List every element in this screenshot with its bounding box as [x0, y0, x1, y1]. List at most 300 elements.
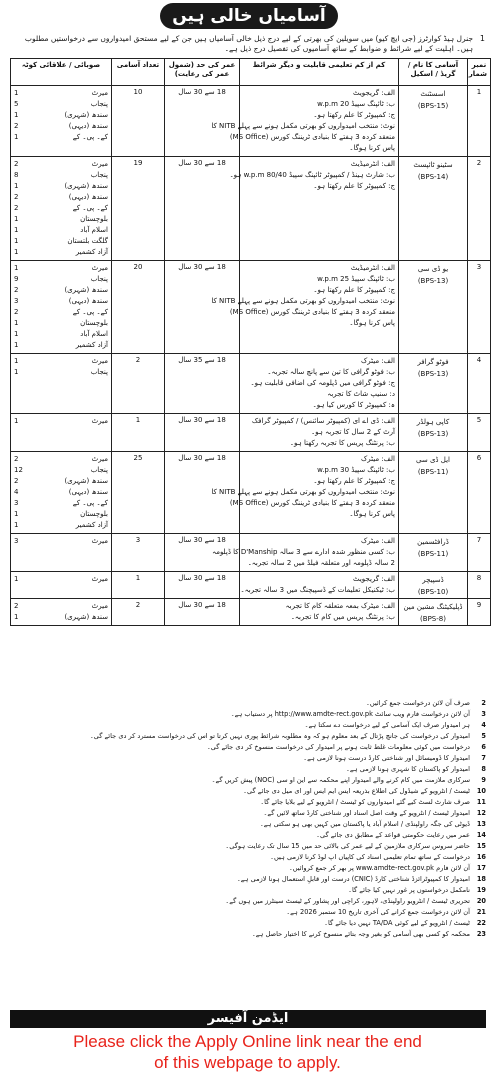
post-grade: (BPS-14) — [417, 173, 449, 181]
term-text: حاضر سروس سرکاری ملازمین کے لیے عمر کی بالائی حد میں 15 سال تک رعایت ہوگی۔ — [225, 842, 470, 850]
cell-quota — [11, 534, 112, 572]
term-item — [10, 907, 486, 918]
term-item — [10, 698, 486, 709]
quota-row — [14, 170, 108, 181]
cell-age: 18 سے 30 سال — [165, 157, 240, 261]
term-number: 13 — [476, 820, 486, 828]
qualification-line: ج: کمپیوٹر کا علم رکھتا ہو۔ — [313, 111, 395, 119]
cell-count: 1 — [112, 572, 165, 599]
cell-post — [399, 572, 468, 599]
post-grade: (BPS-13) — [417, 370, 449, 378]
term-item — [10, 808, 486, 819]
term-text: صرف شارٹ لسٹ کیے گئے امیدواروں کو ٹیسٹ / انٹرویو کے لیے بلایا جائے گا۔ — [260, 798, 470, 806]
term-item — [10, 819, 486, 830]
cell-sno: 8 — [468, 572, 491, 599]
post-name: اسسٹنٹ — [420, 90, 446, 98]
cell-post — [399, 599, 468, 626]
post-grade: (BPS-15) — [417, 102, 449, 110]
admin-signature: ایڈمن آفیسر — [10, 1010, 486, 1028]
qualification-line: الف: گریجویٹ — [352, 575, 395, 583]
quota-number: 2 — [14, 204, 19, 212]
quota-number: 4 — [14, 488, 19, 496]
cell-age: 18 سے 30 سال — [165, 414, 240, 452]
quota-row — [14, 225, 108, 236]
quota-row — [14, 329, 108, 340]
table-row — [11, 261, 491, 354]
quota-row — [14, 203, 108, 214]
term-item — [10, 775, 486, 786]
quota-region: اسلام آباد — [80, 330, 108, 338]
post-name: ڈسپیچر — [422, 576, 444, 584]
term-text: ڈیوٹی کی جگہ راولپنڈی / اسلام آباد یا پاکستان میں کہیں بھی ہو سکتی ہے۔ — [259, 820, 470, 828]
quota-row — [14, 181, 108, 192]
term-number: 11 — [476, 798, 486, 806]
apply-line-1: Please click the Apply Online link near the end — [73, 1032, 422, 1051]
quota-number: 12 — [14, 466, 23, 474]
quota-row — [14, 236, 108, 247]
quota-region: میرٹ — [91, 417, 108, 425]
quota-row — [14, 296, 108, 307]
apply-online-message — [0, 1031, 495, 1073]
qualification-line: ب: ٹیکنیکل تعلیمات کے ڈسپیچنگ میں 3 سالہ تجربہ۔ — [240, 586, 395, 594]
qualification-line: الف: میٹرک — [360, 357, 395, 365]
cell-sno: 1 — [468, 86, 491, 157]
cell-sno: 6 — [468, 452, 491, 534]
qualification-line: الف: انٹرمیڈیٹ — [350, 264, 395, 272]
term-text: تحریری ٹیسٹ / انٹرویو راولپنڈی، لاہور، کراچی اور پشاور کے ٹیسٹ سینٹرز میں ہوں گے۔ — [225, 897, 470, 905]
qualification-line: الف: میٹرک — [360, 455, 395, 463]
quota-number: 2 — [14, 122, 19, 130]
cell-qualification — [212, 534, 399, 572]
quota-number: 3 — [14, 499, 19, 507]
quota-region: سندھ (دیہی) — [68, 122, 108, 130]
quota-number: 1 — [14, 182, 19, 190]
quota-number: 1 — [14, 89, 19, 97]
term-number: 12 — [476, 809, 486, 817]
qualification-line: الف: میٹرک — [360, 537, 395, 545]
qualification-line: نوٹ: منتخب امیدواروں کو بھرتی مکمل ہونے سے پہلے NITB کا — [211, 297, 395, 305]
term-item — [10, 841, 486, 852]
qualification-line: پاس کرنا ہوگا۔ — [349, 144, 395, 152]
cell-quota — [11, 414, 112, 452]
qualification-line: ب: پرنٹنگ پریس کا تجربہ رکھتا ہو۔ — [289, 439, 395, 447]
quota-number: 5 — [14, 100, 19, 108]
post-name: یو ڈی سی — [417, 265, 449, 273]
term-number: 23 — [476, 930, 486, 938]
term-text: امیدوار ٹیسٹ / انٹرویو کے وقت اصل اسناد اور شناختی کارڈ ساتھ لائیں گے۔ — [263, 809, 470, 817]
term-item — [10, 720, 486, 731]
quota-region: سندھ (شہری) — [64, 477, 108, 485]
post-grade: (BPS-13) — [417, 277, 449, 285]
quota-region: گلگت بلتستان — [67, 237, 108, 245]
post-name: کاپی ہولڈر — [416, 418, 450, 426]
qualification-line: منعقد کردہ 3 ہفتے کا بنیادی ٹریننگ کورس (MS Office) — [229, 133, 395, 141]
quota-number: 1 — [14, 226, 19, 234]
qualification-line: الف: میٹرک بمعہ متعلقہ کام کا تجربہ — [285, 602, 395, 610]
quota-region: پنجاب — [90, 171, 108, 179]
table-header-row — [11, 59, 491, 86]
post-grade: (BPS-13) — [417, 430, 449, 438]
post-name: ایل ڈی سی — [416, 456, 450, 464]
quota-number: 2 — [14, 193, 19, 201]
header-age: عمر کی حد (شمول عمر کی رعایت) — [165, 59, 240, 86]
qualification-line: منعقد کردہ 3 ہفتے کا بنیادی ٹریننگ کورس (MS Office) — [229, 499, 395, 507]
cell-sno: 2 — [468, 157, 491, 261]
term-item — [10, 797, 486, 808]
cell-sno: 7 — [468, 534, 491, 572]
cell-sno: 9 — [468, 599, 491, 626]
qualification-line: ب: ٹائپنگ سپیڈ 20 w.p.m — [317, 100, 395, 108]
qualification-line: الف: انٹرمیڈیٹ — [350, 160, 395, 168]
quota-number: 1 — [14, 330, 19, 338]
cell-age: 18 سے 30 سال — [165, 572, 240, 599]
quota-row — [14, 274, 108, 285]
quota-region: میرٹ — [91, 357, 108, 365]
quota-region: بلوچستان — [80, 215, 108, 223]
term-number: 16 — [476, 853, 486, 861]
quota-number: 1 — [14, 368, 19, 376]
post-name: ڈپلیکیٹنگ مشین مین — [403, 603, 463, 611]
term-item — [10, 786, 486, 797]
cell-age: 18 سے 35 سال — [165, 354, 240, 414]
quota-number: 2 — [14, 160, 19, 168]
quota-region: کے۔ پی۔ کے — [72, 308, 108, 316]
qualification-line: ج: کمپیوٹر کا علم رکھتا ہو۔ — [313, 182, 395, 190]
qualification-line: ج: فوٹو گرافی میں ڈپلومہ کی اضافی قابلیت ہو۔ — [250, 379, 395, 387]
quota-number: 2 — [14, 455, 19, 463]
term-text: درخواست میں کوئی معلومات غلط ثابت ہونے پر امیدوار کی درخواست منسوخ کر دی جائے گی۔ — [206, 743, 470, 751]
header-sno: نمبر شمار — [468, 59, 491, 86]
term-number: 2 — [481, 699, 486, 707]
cell-quota — [11, 157, 112, 261]
cell-count: 3 — [112, 534, 165, 572]
cell-quota — [11, 572, 112, 599]
quota-row — [14, 498, 108, 509]
ad-title: آسامیاں خالی ہیں — [160, 3, 338, 29]
term-item — [10, 863, 486, 874]
qualification-line: نوٹ: منتخب امیدواروں کو بھرتی مکمل ہونے سے پہلے NITB کا — [211, 488, 395, 496]
qualification-line: ب: ٹائپنگ سپیڈ 25 w.p.m — [317, 275, 395, 283]
quota-region: میرٹ — [91, 264, 108, 272]
term-number: 3 — [481, 710, 486, 718]
qualification-line: الف: ڈی اے ای (کمپیوٹر سائنس) / کمپیوٹر گرافک — [251, 417, 395, 425]
term-number: 8 — [481, 765, 486, 773]
cell-qualification — [240, 572, 399, 599]
quota-region: میرٹ — [91, 160, 108, 168]
quota-row — [14, 574, 108, 585]
quota-row — [14, 454, 108, 465]
quota-number: 1 — [14, 575, 19, 583]
quota-row — [14, 476, 108, 487]
cell-qualification — [240, 414, 399, 452]
apply-line-2: of this webpage to apply. — [154, 1053, 341, 1072]
quota-region: سندھ (دیہی) — [68, 193, 108, 201]
quota-number: 1 — [14, 264, 19, 272]
term-item — [10, 874, 486, 885]
qualification-line: منعقد کردہ 3 ہفتے کا بنیادی ٹریننگ کورس (MS Office) — [229, 308, 395, 316]
quota-region: پنجاب — [90, 368, 108, 376]
quota-row — [14, 367, 108, 378]
term-number: 21 — [476, 908, 486, 916]
cell-post — [399, 261, 468, 354]
header-count: تعداد آسامی — [112, 59, 165, 86]
quota-region: سندھ (دیہی) — [68, 297, 108, 305]
term-text: ٹیسٹ / انٹرویو کے شیڈول کی اطلاع بذریعہ ایس ایم ایس اور ای میل دی جائے گی۔ — [243, 787, 470, 795]
table-row — [11, 354, 491, 414]
quota-number: 8 — [14, 171, 19, 179]
quota-region: کے۔ پی۔ کے — [72, 499, 108, 507]
table-row — [11, 572, 491, 599]
quota-region: میرٹ — [91, 602, 108, 610]
quota-row — [14, 520, 108, 531]
term-item — [10, 852, 486, 863]
qualification-line: ج: کمپیوٹر کا علم رکھتا ہو۔ — [313, 286, 395, 294]
quota-region: سندھ (شہری) — [64, 111, 108, 119]
quota-row — [14, 416, 108, 427]
qualification-line: ہ: کمپیوٹر کا کورس کیا ہو۔ — [312, 401, 395, 409]
term-number: 17 — [476, 864, 486, 872]
term-text: ٹیسٹ / انٹرویو کے لیے کوئی TA/DA نہیں دیا جائے گا۔ — [324, 919, 470, 927]
cell-count: 20 — [112, 261, 165, 354]
term-item — [10, 929, 486, 940]
quota-number: 1 — [14, 521, 19, 529]
quota-row — [14, 247, 108, 258]
quota-number: 1 — [14, 357, 19, 365]
quota-region: آزاد کشمیر — [75, 248, 108, 256]
quota-row — [14, 110, 108, 121]
term-text: امیدوار کا کمپیوٹرائزڈ شناختی کارڈ (CNIC) درست اور قابلِ استعمال ہونا لازمی ہے۔ — [236, 875, 470, 883]
cell-count: 1 — [112, 414, 165, 452]
term-item — [10, 731, 486, 742]
term-text: آن لائن درخواست جمع کرانے کی آخری تاریخ 10 ستمبر 2026 ہے۔ — [286, 908, 470, 916]
quota-number: 1 — [14, 510, 19, 518]
cell-sno: 3 — [468, 261, 491, 354]
qualification-line: 2 سالہ ڈپلومہ اور متعلقہ فیلڈ میں 2 سالہ تجربہ۔ — [247, 559, 395, 567]
quota-row — [14, 536, 108, 547]
quota-row — [14, 263, 108, 274]
quota-region: بلوچستان — [80, 319, 108, 327]
cell-qualification — [229, 157, 399, 261]
quota-number: 1 — [14, 133, 19, 141]
table-row — [11, 599, 491, 626]
quota-region: پنجاب — [90, 466, 108, 474]
term-number: 4 — [481, 721, 486, 729]
quota-number: 2 — [14, 286, 19, 294]
quota-number: 2 — [14, 602, 19, 610]
cell-age: 18 سے 30 سال — [165, 452, 240, 534]
cell-post — [399, 534, 468, 572]
quota-row — [14, 356, 108, 367]
cell-age: 18 سے 30 سال — [165, 86, 240, 157]
quota-row — [14, 487, 108, 498]
qualification-line: پاس کرنا ہوگا۔ — [349, 510, 395, 518]
qualification-line: ج: کمپیوٹر کا علم رکھتا ہو۔ — [313, 477, 395, 485]
term-item — [10, 896, 486, 907]
cell-sno: 4 — [468, 354, 491, 414]
quota-region: آزاد کشمیر — [75, 341, 108, 349]
term-number: 10 — [476, 787, 486, 795]
term-item — [10, 753, 486, 764]
term-text: آن لائن فارم www.amdte-rect.gov.pk پر بھر کر جمع کروائیں۔ — [288, 864, 470, 872]
qualification-line: آرٹ کے 2 سال کا تجربہ ہو۔ — [311, 428, 395, 436]
quota-row — [14, 99, 108, 110]
quota-number: 9 — [14, 275, 19, 283]
intro-paragraph — [18, 34, 485, 54]
quota-number: 2 — [14, 477, 19, 485]
cell-sno: 5 — [468, 414, 491, 452]
term-item — [10, 885, 486, 896]
cell-count: 10 — [112, 86, 165, 157]
term-number: 20 — [476, 897, 486, 905]
cell-quota — [11, 452, 112, 534]
cell-age: 18 سے 30 سال — [165, 261, 240, 354]
post-grade: (BPS-11) — [417, 550, 449, 558]
qualification-line: نوٹ: منتخب امیدواروں کو بھرتی مکمل ہونے سے پہلے NITB کا — [211, 122, 395, 130]
term-text: سرکاری ملازمت میں کام کرنے والے امیدوار اپنے محکمہ سے این او سی (NOC) پیش کریں گے۔ — [211, 776, 470, 784]
cell-qualification — [240, 354, 399, 414]
term-item — [10, 742, 486, 753]
term-number: 22 — [476, 919, 486, 927]
post-grade: (BPS-11) — [417, 468, 449, 476]
cell-quota — [11, 261, 112, 354]
quota-row — [14, 121, 108, 132]
quota-region: سندھ (دیہی) — [68, 488, 108, 496]
quota-region: پنجاب — [90, 275, 108, 283]
quota-number: 1 — [14, 613, 19, 621]
qualification-line: ب: فوٹو گرافی کا تین سے پانچ سالہ تجربہ۔ — [267, 368, 395, 376]
quota-row — [14, 340, 108, 351]
quota-number: 1 — [14, 111, 19, 119]
table-body — [11, 86, 491, 626]
qualification-line: ب: شارٹ ہینڈ / کمپیوٹر ٹائپنگ سپیڈ 80/40 w.p.m ہو۔ — [229, 171, 395, 179]
quota-number: 1 — [14, 319, 19, 327]
term-number: 18 — [476, 875, 486, 883]
term-number: 14 — [476, 831, 486, 839]
post-name: ڈرافٹسمین — [417, 538, 449, 546]
quota-number: 2 — [14, 308, 19, 316]
cell-qualification — [240, 599, 399, 626]
cell-post — [399, 157, 468, 261]
term-text: ہر امیدوار صرف ایک آسامی کے لیے درخواست دے سکتا ہے۔ — [304, 721, 470, 729]
qualification-line: ب: کسی منظور شدہ ادارے سے 3 سالہ D'Manship کا ڈپلومہ — [212, 548, 395, 556]
post-grade: (BPS-10) — [417, 588, 449, 596]
term-number: 9 — [481, 776, 486, 784]
term-item — [10, 830, 486, 841]
term-text: امیدوار کو پاکستان کا شہری ہونا لازمی ہے۔ — [346, 765, 470, 773]
cell-qualification — [211, 452, 399, 534]
quota-row — [14, 307, 108, 318]
term-text: صرف آن لائن درخواست جمع کرائیں۔ — [366, 699, 470, 707]
quota-row — [14, 192, 108, 203]
quota-number: 1 — [14, 417, 19, 425]
table-row — [11, 157, 491, 261]
qualification-line: ب: پرنٹنگ پریس میں کام کا تجربہ۔ — [290, 613, 395, 621]
quota-row — [14, 285, 108, 296]
quota-region: کے۔ پی۔ کے — [72, 133, 108, 141]
term-item — [10, 709, 486, 720]
qualification-line: پاس کرنا ہوگا۔ — [349, 319, 395, 327]
cell-post — [399, 86, 468, 157]
table-row — [11, 534, 491, 572]
quota-region: آزاد کشمیر — [75, 521, 108, 529]
terms-list — [10, 698, 486, 940]
term-item — [10, 764, 486, 775]
quota-row — [14, 132, 108, 143]
quota-number: 3 — [14, 297, 19, 305]
term-number: 19 — [476, 886, 486, 894]
table-row — [11, 86, 491, 157]
cell-post — [399, 414, 468, 452]
quota-row — [14, 159, 108, 170]
term-text: محکمہ کو کسی بھی آسامی کو بغیر وجہ بتائے منسوخ کرنے کا اختیار حاصل ہے۔ — [251, 930, 470, 938]
quota-row — [14, 318, 108, 329]
term-text: آن لائن درخواست فارم ویب سائٹ http://www.amdte-rect.gov.pk پر دستیاب ہے۔ — [230, 710, 470, 718]
cell-count: 2 — [112, 599, 165, 626]
cell-qualification — [211, 86, 399, 157]
term-number: 15 — [476, 842, 486, 850]
quota-row — [14, 88, 108, 99]
quota-row — [14, 612, 108, 623]
term-number: 5 — [481, 732, 486, 740]
cell-post — [399, 354, 468, 414]
quota-region: سندھ (شہری) — [64, 286, 108, 294]
quota-number: 3 — [14, 537, 19, 545]
quota-region: اسلام آباد — [80, 226, 108, 234]
post-grade: (BPS-8) — [420, 615, 446, 623]
term-number: 7 — [481, 754, 486, 762]
quota-number: 1 — [14, 215, 19, 223]
qualification-line: د: سنیپ شاٹ کا تجربہ — [327, 390, 395, 398]
term-text: امیدوار کی درخواست کی جانچ پڑتال کے بعد معلوم ہو کہ وہ مطلوبہ شرائط پوری نہیں کرتا تو اس کی درخواست مسترد کر دی جائے گی۔ — [89, 732, 470, 740]
header-quota: صوبائی / علاقائی کوٹہ — [11, 59, 112, 86]
quota-region: میرٹ — [91, 455, 108, 463]
term-text: عمر میں رعایت حکومتی قواعد کے مطابق دی جائے گی۔ — [316, 831, 470, 839]
qualification-line: الف: گریجویٹ — [352, 89, 395, 97]
term-text: نامکمل درخواستوں پر غور نہیں کیا جائے گا۔ — [348, 886, 470, 894]
quota-region: کے۔ پی۔ کے — [72, 204, 108, 212]
post-name: سٹینو ٹائپسٹ — [413, 161, 453, 169]
table-row — [11, 414, 491, 452]
quota-row — [14, 465, 108, 476]
quota-region: میرٹ — [91, 537, 108, 545]
intro-text: جنرل ہیڈ کوارٹرز (جی ایچ کیو) میں سویلین کی بھرتی کے لیے درج ذیل خالی آسامیاں ہیں جن کے لیے مستحق امیدواروں سے درخواستیں مطلوب ہیں۔ اہلیت کے لیے شرائط و ضوابط کے ساتھ آسامیوں کی تفصیل درج ذیل ہے۔ — [24, 34, 473, 53]
term-text: درخواست کے ساتھ تمام تعلیمی اسناد کی کاپیاں اپ لوڈ کرنا لازمی ہیں۔ — [270, 853, 470, 861]
quota-region: میرٹ — [91, 89, 108, 97]
quota-number: 1 — [14, 237, 19, 245]
cell-quota — [11, 86, 112, 157]
intro-number: 1 — [479, 34, 485, 43]
quota-row — [14, 509, 108, 520]
quota-number: 1 — [14, 341, 19, 349]
quota-region: سندھ (شہری) — [64, 182, 108, 190]
cell-post — [399, 452, 468, 534]
quota-row — [14, 601, 108, 612]
term-number: 6 — [481, 743, 486, 751]
cell-quota — [11, 354, 112, 414]
posts-table — [10, 58, 491, 626]
quota-number: 1 — [14, 248, 19, 256]
quota-region: سندھ (شہری) — [64, 613, 108, 621]
header-qualification: کم از کم تعلیمی قابلیت و دیگر شرائط — [240, 59, 399, 86]
term-text: امیدوار کا ڈومیسائل اور شناختی کارڈ درست ہونا لازمی ہے۔ — [303, 754, 470, 762]
cell-count: 25 — [112, 452, 165, 534]
cell-quota — [11, 599, 112, 626]
qualification-line: ب: ٹائپنگ سپیڈ 30 w.p.m — [317, 466, 395, 474]
cell-age: 18 سے 30 سال — [165, 534, 240, 572]
quota-row — [14, 214, 108, 225]
term-item — [10, 918, 486, 929]
cell-age: 18 سے 30 سال — [165, 599, 240, 626]
